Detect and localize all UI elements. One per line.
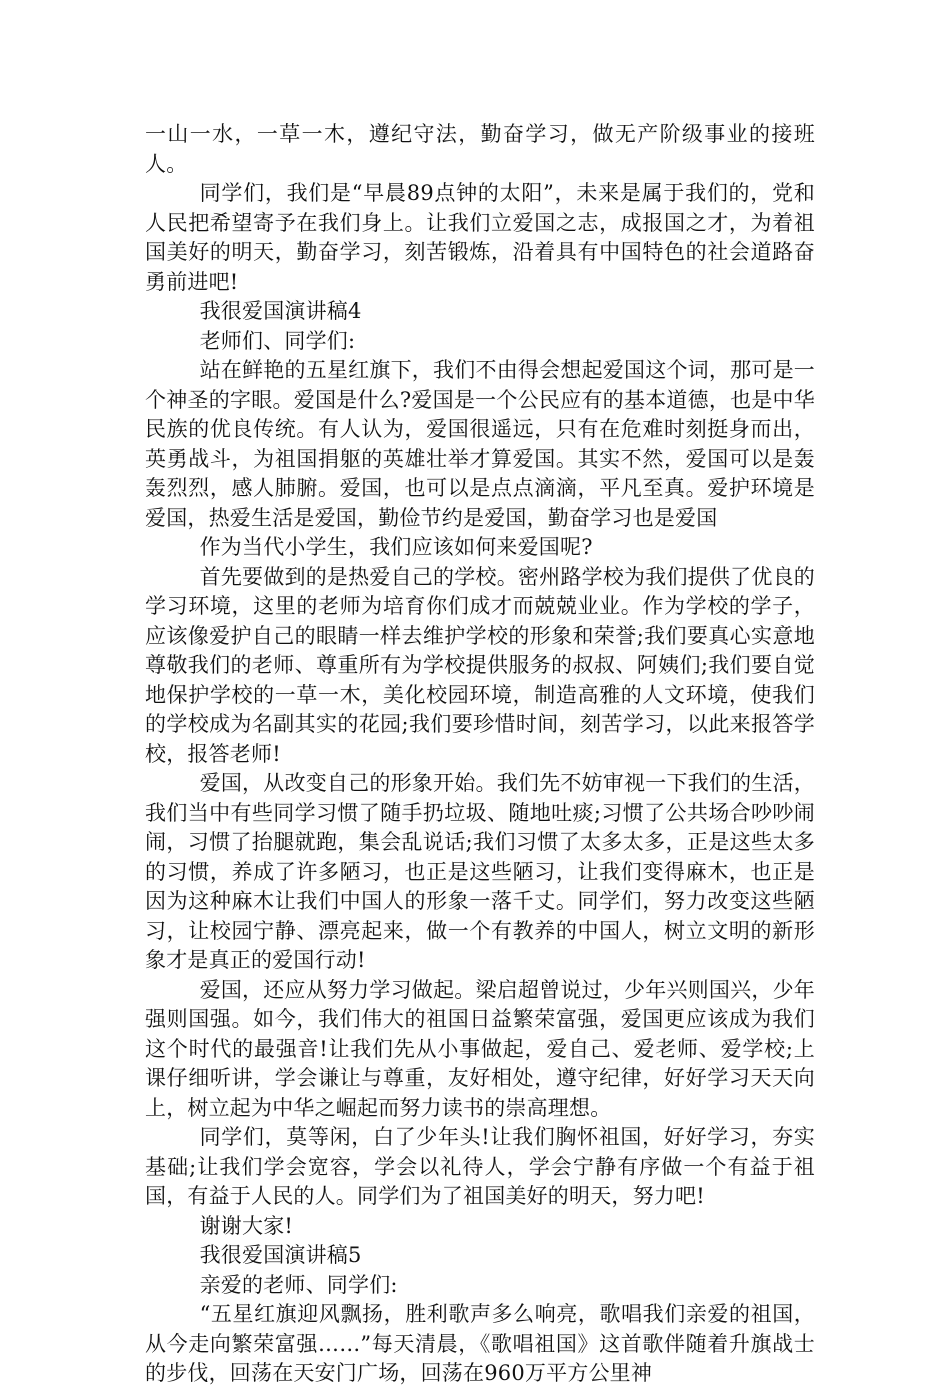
speech-title-4: 我很爱国演讲稿4 bbox=[199, 299, 362, 323]
paragraph-body: 同学们，我们是“早晨89点钟的太阳”，未来是属于我们的，党和人民把希望寄予在我们身上。让我们立爱国之志，成报国之才，为着祖国美好的明天，勤奋学习，刻苦锻炼，沿着具有中国特色的社会道路奋勇前进吧! bbox=[145, 181, 815, 294]
paragraph-body: “五星红旗迎风飘扬，胜利歌声多么响亮，歌唱我们亲爱的祖国，从今走向繁荣富强……”每天清晨，《歌唱祖国》这首歌伴随着升旗战士的步伐，回荡在天安门广场，回荡在960万平方公里神 bbox=[145, 1302, 815, 1385]
paragraph-intro-continuation: 一山一水，一草一木，遵纪守法，勤奋学习，做无产阶级事业的接班人。 bbox=[145, 122, 815, 176]
document-body bbox=[145, 120, 815, 1389]
paragraph-body: 站在鲜艳的五星红旗下，我们不由得会想起爱国这个词，那可是一个神圣的字眼。爱国是什么?爱国是一个公民应有的基本道德，也是中华民族的优良传统。有人认为，爱国很遥远，只有在危难时刻挺身而出，英勇战斗，为祖国捐躯的英雄壮举才算爱国。其实不然，爱国可以是轰轰烈烈，感人肺腑。爱国，也可以是点点滴滴，平凡至真。爱护环境是爱国，热爱生活是爱国，勤俭节约是爱国，勤奋学习也是爱国 bbox=[145, 358, 815, 530]
paragraph-body: 首先要做到的是热爱自己的学校。密州路学校为我们提供了优良的学习环境，这里的老师为培育你们成才而兢兢业业。作为学校的学子，应该像爱护自己的眼睛一样去维护学校的形象和荣誉;我们要真心实意地尊敬我们的老师、尊重所有为学校提供服务的叔叔、阿姨们;我们要自觉地保护学校的一草一木，美化校园环境，制造高雅的人文环境，使我们的学校成为名副其实的花园;我们要珍惜时间，刻苦学习，以此来报答学校，报答老师! bbox=[145, 564, 815, 766]
speech-title-5: 我很爱国演讲稿5 bbox=[199, 1243, 362, 1267]
paragraph-body: 作为当代小学生，我们应该如何来爱国呢? bbox=[199, 535, 593, 559]
salutation: 亲爱的老师、同学们: bbox=[199, 1272, 398, 1297]
paragraph-body: 同学们，莫等闲，白了少年头!让我们胸怀祖国，好好学习，夯实基础;让我们学会宽容，学会以礼待人，学会宁静有序做一个有益于祖国，有益于人民的人。同学们为了祖国美好的明天，努力吧! bbox=[145, 1125, 815, 1208]
salutation: 老师们、同学们: bbox=[199, 328, 356, 353]
paragraph-body: 爱国，从改变自己的形象开始。我们先不妨审视一下我们的生活，我们当中有些同学习惯了随手扔垃圾、随地吐痰;习惯了公共场合吵吵闹闹，习惯了抬腿就跑，集会乱说话;我们习惯了太多太多，正是这些太多的习惯，养成了许多陋习，也正是这些陋习，让我们变得麻木，也正是因为这种麻木让我们中国人的形象一落千丈。同学们，努力改变这些陋习，让校园宁静、漂亮起来，做一个有教养的中国人，树立文明的新形象才是真正的爱国行动! bbox=[145, 771, 815, 972]
paragraph-body: 爱国，还应从努力学习做起。梁启超曾说过，少年兴则国兴，少年强则国强。如今，我们伟大的祖国日益繁荣富强，爱国更应该成为我们这个时代的最强音!让我们先从小事做起，爱自己、爱老师、爱学校;上课仔细听讲，学会谦让与尊重，友好相处，遵守纪律，好好学习天天向上，树立起为中华之崛起而努力读书的崇高理想。 bbox=[145, 977, 815, 1120]
closing-thanks: 谢谢大家! bbox=[199, 1213, 294, 1238]
